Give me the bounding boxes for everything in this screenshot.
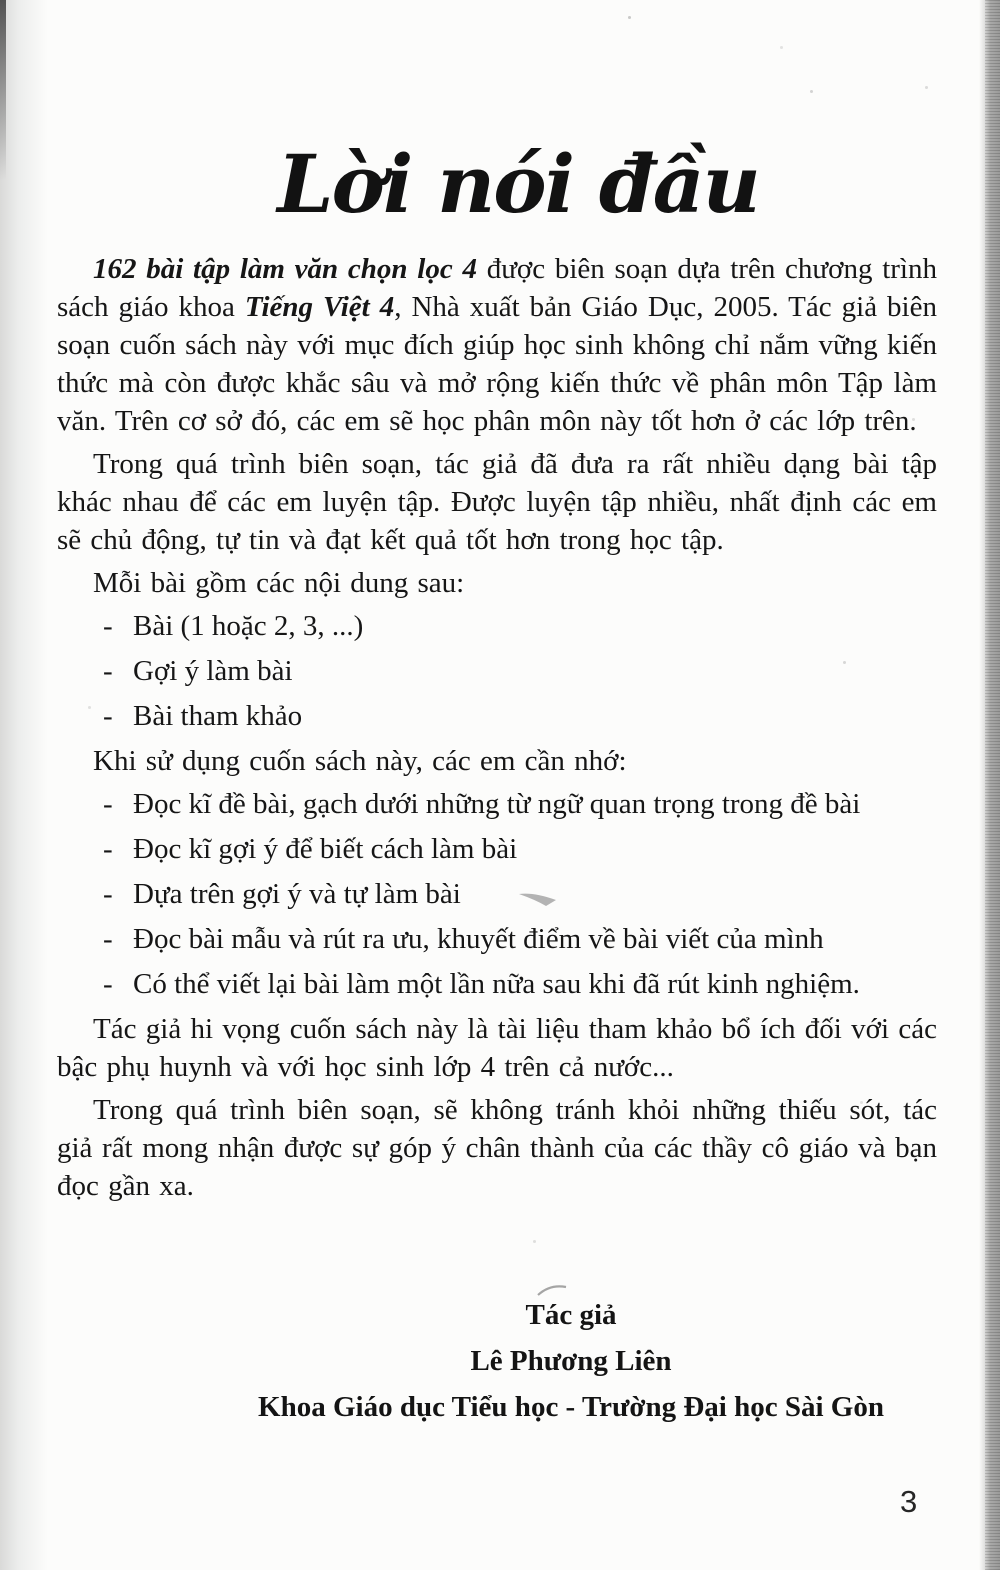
list-item xyxy=(103,607,937,645)
contents-heading: Mỗi bài gồm các nội dung sau: xyxy=(93,567,465,599)
preface-content xyxy=(57,250,937,1210)
list-item-text: Có thể viết lại bài làm một lần nữa sau khi đã rút kinh nghiệm. xyxy=(133,968,860,1000)
textbook-reference: Tiếng Việt 4 xyxy=(244,291,395,323)
list-item-text: Bài (1 hoặc 2, 3, ...) xyxy=(133,610,364,642)
list-item xyxy=(103,965,937,1003)
dash-bullet: - xyxy=(103,968,113,1000)
list-item xyxy=(103,830,937,868)
scan-noise xyxy=(628,16,631,19)
list-item xyxy=(103,785,937,823)
list-item-text: Đọc kĩ gợi ý để biết cách làm bài xyxy=(133,833,518,865)
list-item-text: Đọc bài mẫu và rút ra ưu, khuyết điểm về bài viết của mình xyxy=(133,923,824,955)
contents-list xyxy=(57,607,937,735)
signature-affiliation: Khoa Giáo dục Tiểu học - Trường Đại học Sài Gòn xyxy=(258,1391,884,1423)
page-number: 3 xyxy=(900,1484,918,1519)
intro-paragraph-1 xyxy=(57,250,937,440)
closing-paragraph-1: Tác giả hi vọng cuốn sách này là tài liệu tham khảo bổ ích đối với các bậc phụ huynh và với học sinh lớp 4 trên cả nước... xyxy=(57,1013,937,1083)
page-title: Lời nói đầu xyxy=(277,136,759,231)
signature-name: Lê Phương Liên xyxy=(470,1345,672,1377)
book-title-lead: 162 bài tập làm văn chọn lọc 4 xyxy=(93,253,477,285)
dash-bullet: - xyxy=(103,878,113,910)
dash-bullet: - xyxy=(103,700,113,732)
intro-paragraph-1-mid: được biên soạn dựa trên chương trình sách giáo khoa xyxy=(57,253,937,323)
dash-bullet: - xyxy=(103,833,113,865)
signature-block xyxy=(131,1292,1000,1430)
scan-left-edge-shadow xyxy=(0,0,6,180)
usage-heading: Khi sử dụng cuốn sách này, các em cần nhớ: xyxy=(93,745,627,777)
dash-bullet: - xyxy=(103,610,113,642)
signature-role: Tác giả xyxy=(525,1299,617,1331)
closing-paragraph-2: Trong quá trình biên soạn, sẽ không tránh khỏi những thiếu sót, tác giả rất mong nhận được sự góp ý chân thành của các thầy cô giáo và bạn đọc gần xa. xyxy=(57,1094,937,1202)
list-item xyxy=(103,697,937,735)
list-item-text: Dựa trên gợi ý và tự làm bài xyxy=(133,878,461,910)
intro-paragraph-2: Trong quá trình biên soạn, tác giả đã đưa ra rất nhiều dạng bài tập khác nhau để các em luyện tập. Được luyện tập nhiều, nhất định các em sẽ chủ động, tự tin và đạt kết quả tốt hơn trong học tập. xyxy=(57,448,937,556)
dash-bullet: - xyxy=(103,655,113,687)
list-item-text: Bài tham khảo xyxy=(133,700,303,732)
list-item-text: Đọc kĩ đề bài, gạch dưới những từ ngữ quan trọng trong đề bài xyxy=(133,788,861,820)
pencil-mark-icon xyxy=(516,888,562,910)
list-item-text: Gợi ý làm bài xyxy=(133,655,293,687)
list-item xyxy=(103,652,937,690)
dash-bullet: - xyxy=(103,923,113,955)
usage-list xyxy=(57,785,937,1003)
intro-paragraph-1-rest: , Nhà xuất bản Giáo Dục, 2005. Tác giả biên soạn cuốn sách này với mục đích giúp học sinh không chỉ nắm vững kiến thức mà còn được khắc sâu và mở rộng kiến thức về phân môn Tập làm văn. Trên cơ sở đó, các em sẽ học phân môn này tốt hơn ở các lớp trên. xyxy=(57,291,937,437)
list-item xyxy=(103,920,937,958)
dash-bullet: - xyxy=(103,788,113,820)
pencil-mark-icon xyxy=(536,1282,568,1298)
